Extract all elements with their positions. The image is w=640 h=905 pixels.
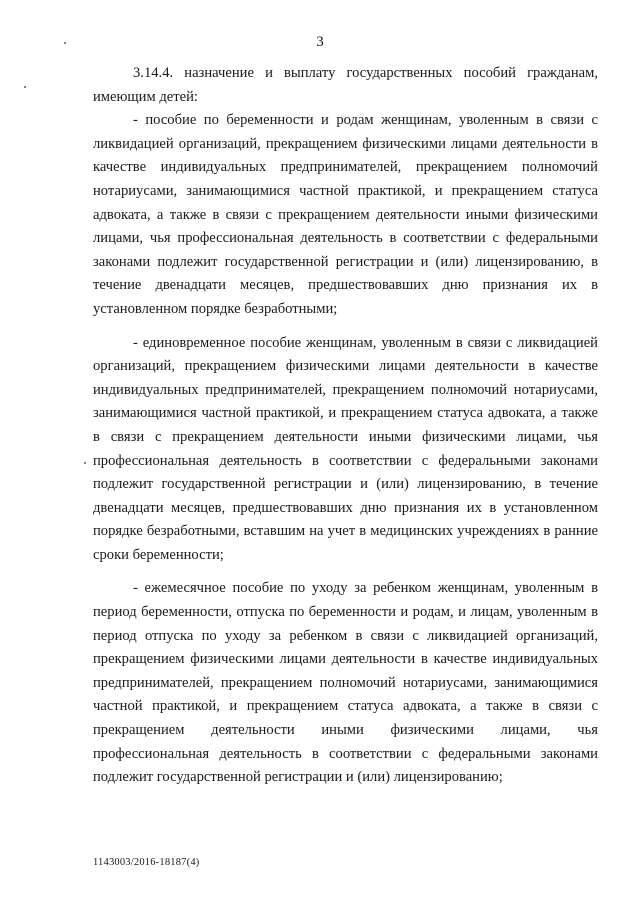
document-body bbox=[93, 62, 598, 790]
scan-speck bbox=[24, 86, 26, 88]
paragraph-maternity-benefit: - пособие по беременности и родам женщинам, уволенным в связи с ликвидацией организаций, прекращением физическими лицами деятельности в качестве индивидуальных предпринимателей, прекращением полномочий нотариусами, занимающимися частной практикой, и прекращением статуса адвоката, а также в связи с прекращением деятельности иными физическими лицами, чья профессиональная деятельность в соответствии с федеральными законами подлежит государственной регистрации и (или) лицензированию, в течение двенадцати месяцев, предшествовавших дню признания их в установленном порядке безработными; bbox=[93, 112, 598, 317]
scan-speck bbox=[84, 462, 86, 464]
document-code: 1143003/2016-18187(4) bbox=[93, 857, 200, 868]
paragraph-monthly-childcare-benefit: - ежемесячное пособие по уходу за ребенком женщинам, уволенным в период беременности, отпуска по беременности и родам, и лицам, уволенным в период отпуска по уходу за ребенком в связи с ликвидацией организаций, прекращением физическими лицами деятельности в качестве индивидуальных предпринимателей, прекращением полномочий нотариусами, занимающимися частной практикой, и прекращением статуса адвоката, а также в связи с прекращением деятельности иными физическими лицами, чья профессиональная деятельность в соответствии с федеральными законами подлежит государственной регистрации и (или) лицензированию; bbox=[93, 580, 598, 786]
scan-speck bbox=[64, 42, 66, 44]
section-heading-3-14-4: 3.14.4. назначение и выплату государственных пособий гражданам, имеющим детей: bbox=[93, 65, 598, 105]
paragraph-lump-sum-benefit: - единовременное пособие женщинам, уволенным в связи с ликвидацией организаций, прекращением физическими лицами деятельности в качестве индивидуальных предпринимателей, прекращением полномочий нотариусами, занимающимися частной практикой, и прекращением статуса адвоката, а также в связи с прекращением деятельности иными физическими лицами, чья профессиональная деятельность в соответствии с федеральными законами подлежит государственной регистрации и (или) лицензированию, в течение двенадцати месяцев, предшествовавших дню признания их в установленном порядке безработными, вставшим на учет в медицинских учреждениях в ранние сроки беременности; bbox=[93, 334, 598, 563]
page-number: 3 bbox=[316, 34, 324, 50]
